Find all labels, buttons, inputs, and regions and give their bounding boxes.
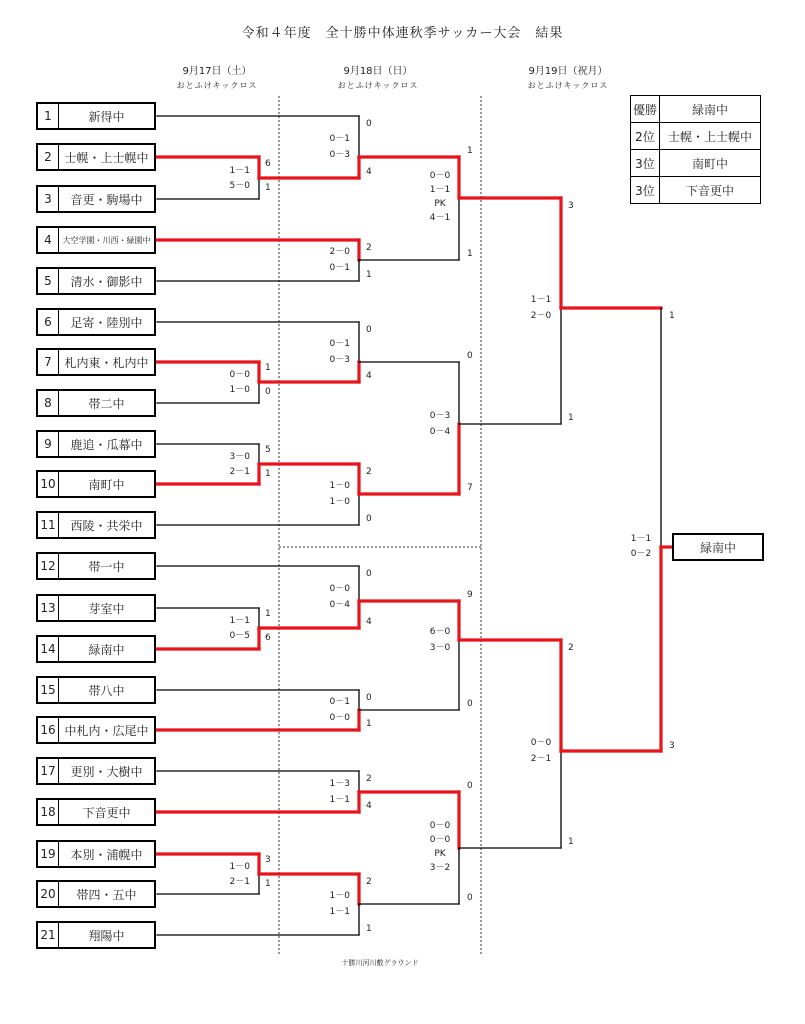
team-number: 19 xyxy=(38,842,59,866)
team-entry xyxy=(36,511,156,539)
score-label: 0 xyxy=(366,119,372,129)
team-name: 大空学園・川西・緑園中 xyxy=(62,235,151,245)
score-label: 3 xyxy=(669,741,675,751)
team-number: 11 xyxy=(38,513,59,537)
team-number: 1 xyxy=(38,104,59,128)
score-label: 0－0 xyxy=(530,738,552,748)
result-rank: 優勝 xyxy=(631,96,660,123)
score-label: 0－0 xyxy=(429,171,451,181)
score-label: 1－0 xyxy=(229,862,250,872)
score-label: 4 xyxy=(366,617,372,627)
score-label: 1 xyxy=(366,719,372,729)
team-name: 本別・浦幌中 xyxy=(70,847,143,862)
score-label: 0 xyxy=(467,781,473,791)
score-label: 1－0 xyxy=(229,385,250,395)
team-number: 10 xyxy=(38,472,59,496)
score-label: 1 xyxy=(265,879,271,889)
team-number: 18 xyxy=(38,800,59,824)
team-name: 帯一中 xyxy=(88,559,125,574)
team-number: 17 xyxy=(38,759,59,783)
team-name: 新得中 xyxy=(88,109,125,124)
score-label: 3－2 xyxy=(429,863,451,873)
score-label: 1 xyxy=(265,469,271,479)
day3-date: 9月19日（祝月） xyxy=(528,66,608,77)
result-team: 下音更中 xyxy=(660,177,761,204)
score-label: 1－1 xyxy=(329,795,350,805)
team-entry xyxy=(36,880,156,908)
team-name: 鹿追・瓜幕中 xyxy=(70,437,143,452)
day3-venue: おとふけキックロス xyxy=(527,81,609,90)
team-name: 足寄・陸別中 xyxy=(70,315,143,330)
score-label: 2－1 xyxy=(530,754,552,764)
team-number: 6 xyxy=(38,310,59,334)
team-name: 士幌・上士幌中 xyxy=(64,150,149,165)
score-label: 0 xyxy=(265,387,271,397)
score-label: 1－1 xyxy=(530,295,552,305)
team-entry xyxy=(36,840,156,868)
result-row xyxy=(631,177,761,204)
score-label: 2 xyxy=(366,243,372,253)
result-team: 緑南中 xyxy=(660,96,761,123)
score-label: 0 xyxy=(366,569,372,579)
team-name: 西陵・共栄中 xyxy=(70,518,143,533)
team-name: 緑南中 xyxy=(88,642,125,657)
score-label: 0 xyxy=(467,893,473,903)
team-entry xyxy=(36,430,156,458)
team-entry xyxy=(36,102,156,130)
team-entry xyxy=(36,185,156,213)
team-entry xyxy=(36,143,156,171)
team-name: 下音更中 xyxy=(82,805,131,820)
score-label: 0－3 xyxy=(329,355,350,365)
team-entry xyxy=(36,552,156,580)
score-label: 3－0 xyxy=(429,643,451,653)
team-name: 更別・大樹中 xyxy=(70,764,143,779)
team-number: 16 xyxy=(38,718,59,742)
result-row xyxy=(631,150,761,177)
team-number: 14 xyxy=(38,637,59,661)
team-name: 清水・御影中 xyxy=(70,274,143,289)
day1-venue: おとふけキックロス xyxy=(176,81,258,90)
score-label: 1－1 xyxy=(429,185,451,195)
score-label: 0－1 xyxy=(329,134,350,144)
score-label: 1 xyxy=(265,363,271,373)
team-entry xyxy=(36,348,156,376)
score-label: 6－0 xyxy=(429,627,451,637)
team-entry xyxy=(36,594,156,622)
team-entry xyxy=(36,226,156,254)
score-label: 1 xyxy=(568,837,574,847)
score-label: 0 xyxy=(467,699,473,709)
result-row xyxy=(631,123,761,150)
score-label: 1－0 xyxy=(329,891,350,901)
team-entry xyxy=(36,470,156,498)
team-entry xyxy=(36,798,156,826)
day2-venue: おとふけキックロス xyxy=(337,81,419,90)
team-name: 帯八中 xyxy=(88,683,125,698)
score-label: 0 xyxy=(366,325,372,335)
venue-footer: 十勝川河川敷グラウンド xyxy=(341,959,419,967)
score-label: 1 xyxy=(366,924,372,934)
score-label: 0 xyxy=(366,693,372,703)
score-label: 1－1 xyxy=(630,534,652,544)
score-label: 1－3 xyxy=(329,779,350,789)
team-entry xyxy=(36,757,156,785)
team-entry xyxy=(36,308,156,336)
score-label: 0－1 xyxy=(329,697,350,707)
team-name: 帯四・五中 xyxy=(76,887,137,902)
score-label: 2－0 xyxy=(329,247,350,257)
team-name: 帯二中 xyxy=(88,396,125,411)
score-label: 0 xyxy=(366,514,372,524)
result-row xyxy=(631,96,761,123)
champion-box: 緑南中 xyxy=(672,533,764,561)
team-name: 札内東・札内中 xyxy=(64,355,149,370)
score-label: 6 xyxy=(265,159,271,169)
score-label: 1 xyxy=(467,146,473,156)
team-entry xyxy=(36,921,156,949)
score-label: 0－3 xyxy=(429,411,451,421)
score-label: 2 xyxy=(568,643,574,653)
score-label: 1 xyxy=(265,609,271,619)
results-table xyxy=(630,95,761,204)
team-number: 20 xyxy=(38,882,59,906)
team-entry xyxy=(36,676,156,704)
score-label: 0－4 xyxy=(329,600,350,610)
score-label: 3 xyxy=(568,201,574,211)
result-rank: 2位 xyxy=(631,123,660,150)
score-label: 1 xyxy=(568,413,574,423)
score-label: 0－3 xyxy=(329,150,350,160)
score-label: 0－0 xyxy=(329,713,350,723)
team-number: 21 xyxy=(38,923,59,947)
page-title: 令和４年度 全十勝中体連秋季サッカー大会 結果 xyxy=(241,26,564,41)
score-label: 1 xyxy=(366,270,372,280)
score-label: 2－1 xyxy=(229,877,250,887)
team-name: 芽室中 xyxy=(88,601,125,616)
score-label: 0－4 xyxy=(429,427,451,437)
day2-date: 9月18日（日） xyxy=(343,66,413,77)
team-name: 音更・駒場中 xyxy=(70,192,143,207)
team-number: 8 xyxy=(38,391,59,415)
day1-date: 9月17日（土） xyxy=(182,66,252,77)
score-label: 0－5 xyxy=(229,631,250,641)
score-label: 1－1 xyxy=(329,907,350,917)
team-entry xyxy=(36,267,156,295)
team-number: 12 xyxy=(38,554,59,578)
score-label: 9 xyxy=(467,590,473,600)
score-label: 1－1 xyxy=(229,166,250,176)
score-label: 2 xyxy=(366,877,372,887)
team-number: 9 xyxy=(38,432,59,456)
score-label: 5－0 xyxy=(229,181,250,191)
score-label: 2 xyxy=(366,467,372,477)
score-label: 1 xyxy=(669,311,675,321)
result-rank: 3位 xyxy=(631,150,660,177)
team-entry xyxy=(36,389,156,417)
result-team: 南町中 xyxy=(660,150,761,177)
team-entry xyxy=(36,635,156,663)
score-label: 1－1 xyxy=(229,616,250,626)
score-label: 2 xyxy=(366,774,372,784)
score-label: 1－0 xyxy=(329,497,350,507)
score-label: 2－0 xyxy=(530,311,552,321)
score-label: 4 xyxy=(366,167,372,177)
score-label: 4 xyxy=(366,371,372,381)
team-number: 4 xyxy=(38,228,59,252)
team-name: 中札内・広尾中 xyxy=(64,723,149,738)
score-label: 1 xyxy=(467,249,473,259)
team-number: 7 xyxy=(38,350,59,374)
score-label: 0－2 xyxy=(630,549,652,559)
pk-label: PK xyxy=(434,849,446,859)
team-number: 3 xyxy=(38,187,59,211)
team-name: 南町中 xyxy=(88,477,125,492)
team-number: 15 xyxy=(38,678,59,702)
score-label: 0－1 xyxy=(329,263,350,273)
score-label: 5 xyxy=(265,445,271,455)
score-label: 3 xyxy=(265,855,271,865)
score-label: 1 xyxy=(265,183,271,193)
result-team: 士幌・上士幌中 xyxy=(660,123,761,150)
result-rank: 3位 xyxy=(631,177,660,204)
team-number: 2 xyxy=(38,145,59,169)
score-label: 4－1 xyxy=(429,213,451,223)
score-label: 0 xyxy=(467,351,473,361)
score-label: 0－0 xyxy=(429,821,451,831)
team-number: 5 xyxy=(38,269,59,293)
score-label: 0－1 xyxy=(329,339,350,349)
pk-label: PK xyxy=(434,199,446,209)
score-label: 7 xyxy=(467,483,473,493)
team-name: 翔陽中 xyxy=(88,928,125,943)
score-label: 4 xyxy=(366,801,372,811)
team-entry xyxy=(36,716,156,744)
score-label: 0－0 xyxy=(429,835,451,845)
score-label: 0－0 xyxy=(329,584,350,594)
score-label: 6 xyxy=(265,633,271,643)
score-label: 3－0 xyxy=(229,452,250,462)
team-number: 13 xyxy=(38,596,59,620)
score-label: 1－0 xyxy=(329,481,350,491)
score-label: 0－0 xyxy=(229,370,250,380)
score-label: 2－1 xyxy=(229,467,250,477)
